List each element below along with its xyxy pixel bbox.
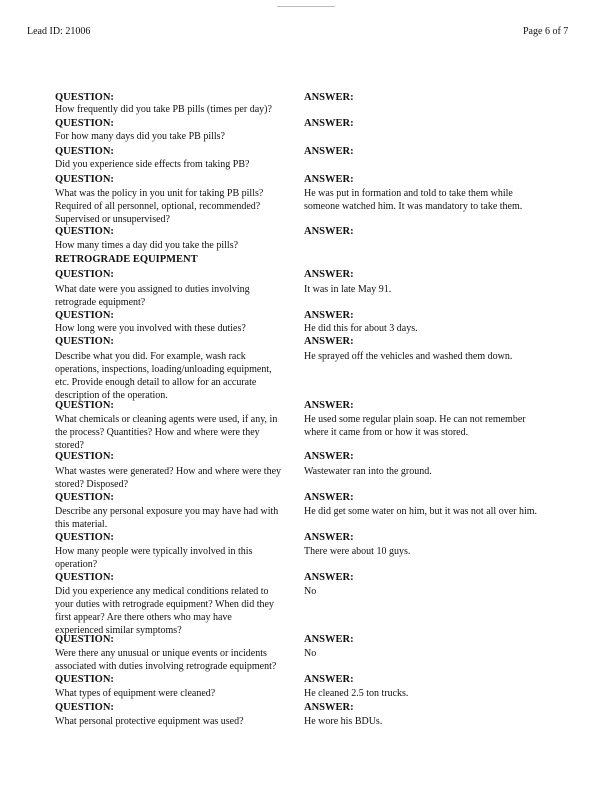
- answer-label: ANSWER:: [304, 572, 354, 583]
- answer-label: ANSWER:: [304, 702, 354, 713]
- question-label: QUESTION:: [55, 702, 114, 713]
- answer-text: where it came from or how it was stored.: [304, 427, 469, 438]
- answer-label: ANSWER:: [304, 226, 354, 237]
- answer-text: No: [304, 586, 317, 597]
- question-text: description of the operation.: [55, 390, 168, 401]
- question-text: operation?: [55, 559, 98, 570]
- answer-label: ANSWER:: [304, 118, 354, 129]
- question-text: How frequently did you take PB pills (times per day)?: [55, 104, 272, 115]
- question-text: How long were you involved with these duties?: [55, 323, 246, 334]
- question-label: QUESTION:: [55, 451, 114, 462]
- answer-label: ANSWER:: [304, 310, 354, 321]
- question-text: What date were you assigned to duties involving: [55, 284, 250, 295]
- answer-label: ANSWER:: [304, 146, 354, 157]
- answer-text: He did get some water on him, but it was not all over him.: [304, 506, 538, 517]
- question-text: Required of all personnel, optional, recommended?: [55, 201, 261, 212]
- answer-text: Wastewater ran into the ground.: [304, 466, 432, 477]
- answer-label: ANSWER:: [304, 634, 354, 645]
- question-text: Did you experience side effects from taking PB?: [55, 159, 250, 170]
- question-text: For how many days did you take PB pills?: [55, 131, 225, 142]
- section-heading: RETROGRADE EQUIPMENT: [55, 254, 198, 265]
- question-label: QUESTION:: [55, 336, 114, 347]
- question-label: QUESTION:: [55, 572, 114, 583]
- question-label: QUESTION:: [55, 118, 114, 129]
- answer-text: He cleaned 2.5 ton trucks.: [304, 688, 409, 699]
- question-text: your duties with retrograde equipment? When did they: [55, 599, 274, 610]
- question-text: Describe any personal exposure you may have had with: [55, 506, 279, 517]
- question-text: How many people were typically involved in this: [55, 546, 253, 557]
- question-text: stored? Disposed?: [55, 479, 129, 490]
- question-text: Supervised or unsupervised?: [55, 214, 170, 225]
- question-label: QUESTION:: [55, 310, 114, 321]
- answer-text: He did this for about 3 days.: [304, 323, 418, 334]
- answer-text: It was in late May 91.: [304, 284, 392, 295]
- question-text: associated with duties involving retrograde equipment?: [55, 661, 277, 672]
- question-text: etc. Provide enough detail to allow for an accurate: [55, 377, 257, 388]
- answer-text: someone watched him. It was mandatory to take them.: [304, 201, 523, 212]
- answer-label: ANSWER:: [304, 336, 354, 347]
- question-text: What types of equipment were cleaned?: [55, 688, 216, 699]
- question-text: Did you experience any medical conditions related to: [55, 586, 269, 597]
- top-rule: [277, 6, 335, 7]
- question-text: What chemicals or cleaning agents were used, if any, in: [55, 414, 278, 425]
- question-label: QUESTION:: [55, 174, 114, 185]
- question-label: QUESTION:: [55, 532, 114, 543]
- answer-label: ANSWER:: [304, 532, 354, 543]
- answer-label: ANSWER:: [304, 269, 354, 280]
- question-text: Were there any unusual or unique events or incidents: [55, 648, 267, 659]
- answer-text: He used some regular plain soap. He can not remember: [304, 414, 526, 425]
- answer-label: ANSWER:: [304, 492, 354, 503]
- answer-text: He was put in formation and told to take them while: [304, 188, 513, 199]
- question-label: QUESTION:: [55, 674, 114, 685]
- question-text: stored?: [55, 440, 84, 451]
- question-label: QUESTION:: [55, 634, 114, 645]
- question-text: this material.: [55, 519, 108, 530]
- question-text: What personal protective equipment was used?: [55, 716, 244, 727]
- page-number: Page 6 of 7: [523, 26, 569, 37]
- question-label: QUESTION:: [55, 492, 114, 503]
- answer-label: ANSWER:: [304, 451, 354, 462]
- question-label: QUESTION:: [55, 226, 114, 237]
- answer-text: He wore his BDUs.: [304, 716, 383, 727]
- question-label: QUESTION:: [55, 146, 114, 157]
- question-text: What was the policy in you unit for taking PB pills?: [55, 188, 264, 199]
- question-label: QUESTION:: [55, 400, 114, 411]
- question-label: QUESTION:: [55, 92, 114, 103]
- question-text: retrograde equipment?: [55, 297, 146, 308]
- question-text: first appear? Are there others who may have: [55, 612, 232, 623]
- answer-label: ANSWER:: [304, 92, 354, 103]
- question-text: Describe what you did. For example, wash rack: [55, 351, 246, 362]
- question-text: How many times a day did you take the pills?: [55, 240, 239, 251]
- question-label: QUESTION:: [55, 269, 114, 280]
- lead-id: Lead ID: 21006: [27, 26, 91, 37]
- answer-text: No: [304, 648, 317, 659]
- answer-text: He sprayed off the vehicles and washed them down.: [304, 351, 513, 362]
- answer-label: ANSWER:: [304, 674, 354, 685]
- question-text: What wastes were generated? How and where were they: [55, 466, 282, 477]
- question-text: experienced similar symptoms?: [55, 625, 182, 636]
- question-text: the process? Quantities? How and where were they: [55, 427, 260, 438]
- answer-label: ANSWER:: [304, 174, 354, 185]
- question-text: operations, inspections, loading/unloading equipment,: [55, 364, 272, 375]
- answer-text: There were about 10 guys.: [304, 546, 411, 557]
- answer-label: ANSWER:: [304, 400, 354, 411]
